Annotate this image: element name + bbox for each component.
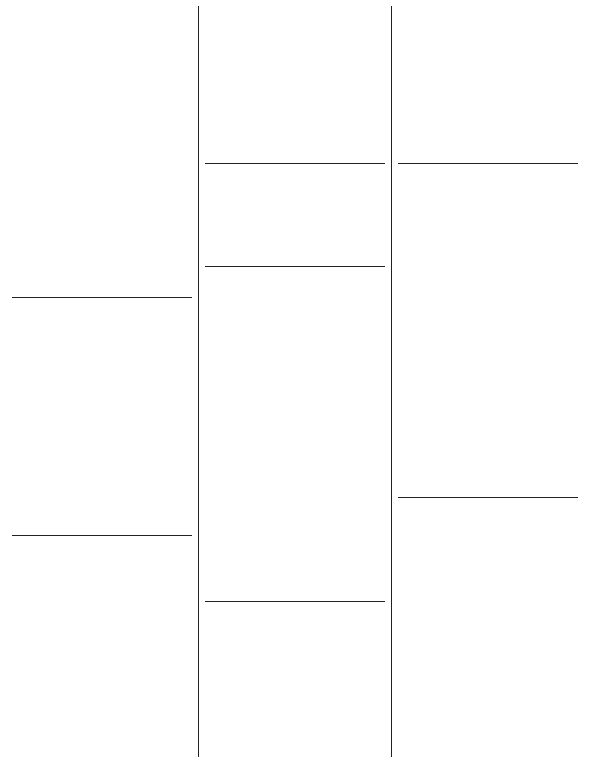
text-line: [205, 6, 385, 25]
text-line: [398, 83, 578, 102]
text-line: [205, 406, 385, 425]
paragraph: [12, 636, 192, 674]
text-line: [205, 682, 385, 701]
text-line: [205, 444, 385, 463]
text-line: [205, 578, 385, 597]
text-line: [205, 502, 385, 521]
text-line: [205, 102, 385, 121]
text-line: [205, 387, 385, 406]
paragraph: [205, 271, 385, 597]
paragraph: [398, 502, 578, 540]
text-line: [205, 644, 385, 663]
text-line: [398, 44, 578, 63]
text-line: [205, 244, 385, 263]
text-line: [398, 617, 578, 636]
text-line: [398, 340, 578, 359]
section-divider: [398, 497, 578, 498]
text-line: [12, 398, 192, 417]
text-line: [12, 655, 192, 674]
text-line: [398, 187, 578, 206]
text-line: [398, 502, 578, 521]
text-line: [205, 225, 385, 244]
column-right: [392, 6, 584, 757]
text-line: [12, 44, 192, 63]
text-line: [398, 102, 578, 121]
text-line: [12, 121, 192, 140]
text-line: [12, 455, 192, 474]
text-line: [12, 25, 192, 44]
text-line: [205, 540, 385, 559]
text-line: [12, 217, 192, 236]
text-line: [398, 436, 578, 455]
text-line: [205, 25, 385, 44]
text-line: [398, 206, 578, 225]
text-line: [12, 83, 192, 102]
paragraph: [205, 168, 385, 264]
paragraph: [12, 674, 192, 693]
text-line: [205, 367, 385, 386]
text-line: [12, 494, 192, 513]
text-line: [398, 302, 578, 321]
text-line: [12, 636, 192, 655]
section-divider: [12, 535, 192, 536]
text-line: [12, 236, 192, 255]
text-line: [205, 463, 385, 482]
text-line: [398, 25, 578, 44]
text-line: [12, 475, 192, 494]
text-line: [205, 348, 385, 367]
text-line: [12, 359, 192, 378]
column-middle: [199, 6, 392, 757]
text-line: [12, 6, 192, 25]
text-line: [205, 206, 385, 225]
text-line: [12, 540, 192, 559]
section-divider: [12, 297, 192, 298]
text-line: [205, 121, 385, 140]
text-line: [398, 140, 578, 159]
text-line: [12, 140, 192, 159]
text-line: [205, 521, 385, 540]
text-line: [398, 475, 578, 494]
section-divider: [398, 163, 578, 164]
paragraph: [12, 217, 192, 294]
text-line: [398, 417, 578, 436]
paragraph: [205, 6, 385, 160]
text-line: [398, 263, 578, 282]
text-line: [398, 559, 578, 578]
text-line: [398, 578, 578, 597]
text-line: [205, 140, 385, 159]
text-line: [398, 655, 578, 674]
paragraph: [398, 540, 578, 674]
text-line: [398, 598, 578, 617]
text-line: [205, 625, 385, 644]
paragraph: [398, 168, 578, 206]
text-line: [205, 606, 385, 625]
text-line: [12, 436, 192, 455]
text-line: [205, 291, 385, 310]
text-line: [398, 359, 578, 378]
text-line: [205, 187, 385, 206]
text-line: [12, 598, 192, 617]
text-line: [205, 740, 385, 759]
section-divider: [205, 163, 385, 164]
section-divider: [205, 601, 385, 602]
text-line: [205, 559, 385, 578]
text-line: [12, 198, 192, 217]
text-line: [398, 6, 578, 25]
column-left: [6, 6, 199, 757]
text-line: [398, 283, 578, 302]
text-line: [12, 64, 192, 83]
text-line: [12, 102, 192, 121]
paragraph: [398, 206, 578, 494]
text-line: [398, 540, 578, 559]
text-line: [205, 702, 385, 721]
text-line: [12, 674, 192, 693]
text-line: [205, 310, 385, 329]
text-line: [12, 302, 192, 321]
text-line: [205, 425, 385, 444]
text-line: [12, 340, 192, 359]
text-line: [398, 379, 578, 398]
text-line: [398, 121, 578, 140]
text-line: [12, 559, 192, 578]
text-line: [205, 483, 385, 502]
section-divider: [205, 266, 385, 267]
text-line: [398, 244, 578, 263]
text-line: [12, 513, 192, 532]
paragraph: [398, 6, 578, 160]
text-line: [205, 64, 385, 83]
text-line: [205, 44, 385, 63]
text-line: [12, 160, 192, 179]
text-line: [12, 255, 192, 274]
text-line: [398, 636, 578, 655]
text-line: [398, 455, 578, 474]
paragraph: [12, 302, 192, 532]
text-line: [398, 398, 578, 417]
text-line: [12, 617, 192, 636]
text-line: [205, 168, 385, 187]
text-line: [205, 271, 385, 290]
text-line: [12, 379, 192, 398]
text-line: [398, 225, 578, 244]
text-line: [12, 417, 192, 436]
text-line: [12, 275, 192, 294]
text-line: [205, 663, 385, 682]
paragraph: [12, 540, 192, 636]
text-line: [205, 329, 385, 348]
text-line: [398, 64, 578, 83]
text-line: [12, 578, 192, 597]
text-line: [12, 321, 192, 340]
text-line: [205, 83, 385, 102]
paragraph: [205, 606, 385, 760]
text-line: [205, 721, 385, 740]
text-line: [12, 179, 192, 198]
text-line: [398, 521, 578, 540]
text-line: [398, 321, 578, 340]
paragraph: [12, 6, 192, 217]
text-line: [398, 168, 578, 187]
